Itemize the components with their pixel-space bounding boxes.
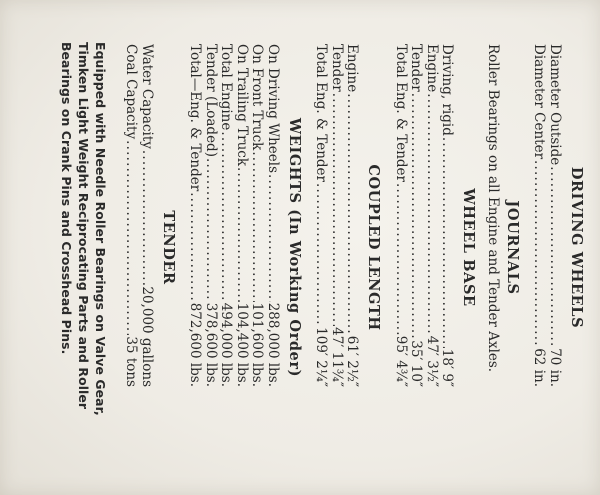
leader-dots: [313, 183, 329, 326]
spec-row: [313, 44, 329, 387]
weights-list: [187, 28, 280, 467]
spec-label: Total Eng. & Tender: [393, 44, 409, 182]
leader-dots: [265, 174, 281, 302]
wheel-base-heading: WHEEL BASE: [460, 188, 478, 307]
spec-value: 35 tons: [123, 336, 140, 387]
spec-label: On Trailing Truck: [234, 44, 250, 167]
spec-value: 872,600 lbs.: [187, 302, 204, 387]
spec-label: Total Engine: [218, 44, 235, 131]
leader-dots: [344, 93, 360, 335]
leader-dots: [547, 166, 563, 347]
spec-row: [123, 44, 139, 387]
spec-value: 101,600 lbs.: [249, 302, 266, 387]
spec-row: [187, 44, 203, 387]
spec-row: [139, 44, 155, 387]
leader-dots: [203, 158, 219, 302]
spec-value: 35′ 10″: [408, 340, 425, 387]
spec-row: [393, 44, 409, 387]
leader-dots: [123, 140, 139, 335]
spec-row: [547, 44, 563, 387]
driving-wheels-heading: DRIVING WHEELS: [568, 166, 585, 329]
spec-value: 288,000 lbs.: [265, 302, 281, 387]
spec-label: On Driving Wheels: [265, 44, 281, 174]
spec-row: [439, 44, 455, 387]
spec-value: 47′ 11¾″: [329, 327, 345, 387]
leader-dots: [408, 93, 424, 340]
weights-heading: WEIGHTS (In Working Order): [286, 117, 303, 378]
wheel-base-list: [393, 28, 455, 467]
spec-value: 494,000 lbs.: [218, 302, 235, 387]
driving-wheels-list: [531, 28, 562, 467]
leader-dots: [393, 183, 409, 335]
spec-label: Water Capacity: [139, 44, 155, 149]
spec-label: Diameter Center: [531, 44, 548, 160]
spec-value: 62 in.: [531, 348, 548, 387]
spec-label: Total—Eng. & Tender: [187, 44, 204, 192]
spec-value: 47′ 3½″: [424, 335, 440, 387]
spec-label: Diameter Outside: [547, 44, 563, 166]
spec-value: 70 in.: [547, 348, 563, 387]
spec-row: [218, 44, 234, 387]
spec-label: Engine: [344, 44, 361, 93]
spec-label: Tender: [329, 44, 345, 92]
spec-label: On Front Truck: [249, 44, 266, 151]
journals-heading: JOURNALS: [504, 200, 521, 295]
leader-dots: [187, 192, 203, 302]
spec-row: [249, 44, 265, 387]
spec-label: Coal Capacity: [123, 44, 140, 140]
spec-value: 104,400 lbs.: [234, 302, 250, 387]
leader-dots: [234, 167, 250, 302]
spec-value: 109′ 2¼″: [313, 327, 330, 387]
leader-dots: [424, 93, 440, 335]
spec-label: Tender (Loaded): [203, 44, 219, 157]
spec-label: Tender: [408, 44, 425, 92]
spec-row: [203, 44, 219, 387]
spec-row: [531, 44, 547, 387]
leader-dots: [249, 151, 265, 301]
spec-row: [344, 44, 360, 387]
journals-note: Roller Bearings on all Engine and Tender Axles.: [485, 44, 501, 373]
spec-row: [408, 44, 424, 387]
spec-value: 61′ 2½″: [344, 335, 361, 387]
leader-dots: [218, 131, 234, 301]
tender-heading: TENDER: [160, 210, 177, 285]
spec-row: [234, 44, 250, 387]
spec-label: Driving, rigid: [439, 44, 456, 136]
leader-dots: [531, 160, 547, 347]
leader-dots: [329, 93, 345, 326]
leader-dots: [139, 150, 155, 285]
equipment-footnote: Equipped with Needle Roller Bearings on Valve Gear, Timken Light Weight Reciprocating Parts and Roller Bearings on Crank Pins and Crosshead Pins.: [59, 42, 108, 416]
spec-value: 95′ 4¾″: [393, 335, 409, 387]
spec-value: 18′ 9″: [439, 348, 456, 387]
coupled-length-heading: COUPLED LENGTH: [365, 164, 383, 331]
spec-row: [424, 44, 440, 387]
tender-list: [123, 28, 154, 467]
spec-row: [329, 44, 345, 387]
spec-value: 378,600 lbs.: [203, 302, 219, 387]
leader-dots: [439, 137, 455, 348]
coupled-length-list: [313, 28, 360, 467]
spec-value: 20,000 gallons: [139, 286, 155, 387]
spec-row: [265, 44, 281, 387]
spec-label: Total Eng. & Tender: [313, 44, 330, 182]
spec-label: Engine: [424, 44, 440, 93]
